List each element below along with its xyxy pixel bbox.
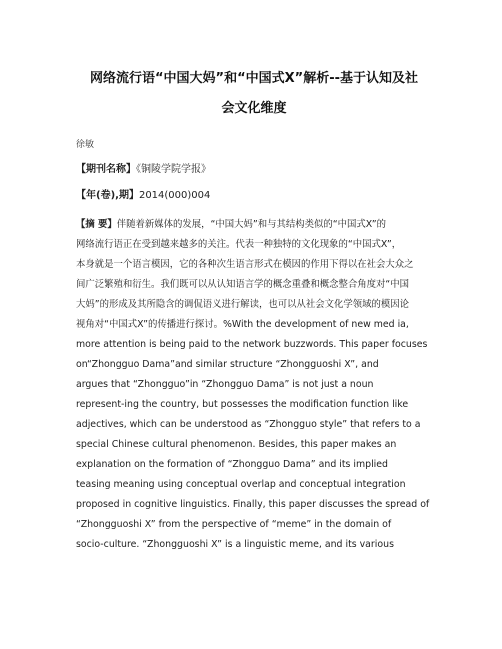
abstract-line: adjectives, which can be understood as “Zhongguo style” that refers to a bbox=[76, 419, 421, 430]
journal-row bbox=[76, 163, 432, 177]
journal-label: 【期刊名称】 bbox=[76, 164, 136, 175]
abstract-line: 本身就是一个语言模因，它的各种次生语言形式在模因的作用下得以在社会大众之 bbox=[76, 259, 414, 270]
issue-value: 2014(000)004 bbox=[138, 190, 211, 201]
abstract-line: socio-culture. “Zhongguoshi X” is a linguistic meme, and its various bbox=[76, 539, 394, 550]
issue-label: 【年(卷),期】 bbox=[76, 190, 139, 201]
abstract-label: 【摘 要】 bbox=[76, 219, 117, 230]
abstract-line: 视角对“中国式X”的传播进行探讨。%With the development of new med ia, bbox=[76, 319, 409, 330]
abstract-line: represent-ing the country, but possesses the modification function like bbox=[76, 399, 409, 410]
abstract-line: more attention is being paid to the network buzzwords. This paper focuses bbox=[76, 339, 428, 350]
abstract-line-text: 伴随着新媒体的发展，“中国大妈”和与其结构类似的“中国式X”的 bbox=[116, 219, 386, 230]
issue-row bbox=[76, 189, 432, 203]
abstract-line: 网络流行语正在受到越来越多的关注。代表一种独特的文化现象的“中国式X”， bbox=[76, 239, 402, 250]
abstract-line: special Chinese cultural phenomenon. Besides, this paper makes an bbox=[76, 439, 397, 450]
author-name: 徐敏 bbox=[76, 140, 95, 150]
paper-title-line-2: 会文化维度 bbox=[221, 101, 287, 116]
abstract bbox=[76, 215, 432, 555]
abstract-line: on“Zhongguo Dama”and similar structure “Zhongguoshi X”, and bbox=[76, 359, 379, 370]
abstract-line bbox=[76, 215, 432, 235]
paper-title-line-1: 网络流行语“中国大妈”和“中国式X”解析--基于认知及社 bbox=[90, 71, 418, 86]
journal-value: 《铜陵学院学报》 bbox=[136, 164, 211, 175]
paper-title bbox=[76, 0, 432, 124]
abstract-line: teasing meaning using conceptual overlap and conceptual integration bbox=[76, 479, 406, 490]
abstract-line: explanation on the formation of “Zhongguo Dama” and its implied bbox=[76, 459, 389, 470]
abstract-line: proposed in cognitive linguistics. Finally, this paper discusses the spread of bbox=[76, 499, 430, 510]
abstract-line: argues that “Zhongguo”in “Zhongguo Dama” is not just a noun bbox=[76, 379, 374, 390]
abstract-line: 间广泛繁殖和衍生。我们既可以从认知语言学的概念重叠和概念整合角度对“中国 bbox=[76, 279, 409, 290]
abstract-line: 大妈”的形成及其所隐含的调侃语义进行解读，也可以从社会文化学领域的模因论 bbox=[76, 299, 409, 310]
abstract-line: “Zhongguoshi X” from the perspective of “meme” in the domain of bbox=[76, 519, 392, 530]
